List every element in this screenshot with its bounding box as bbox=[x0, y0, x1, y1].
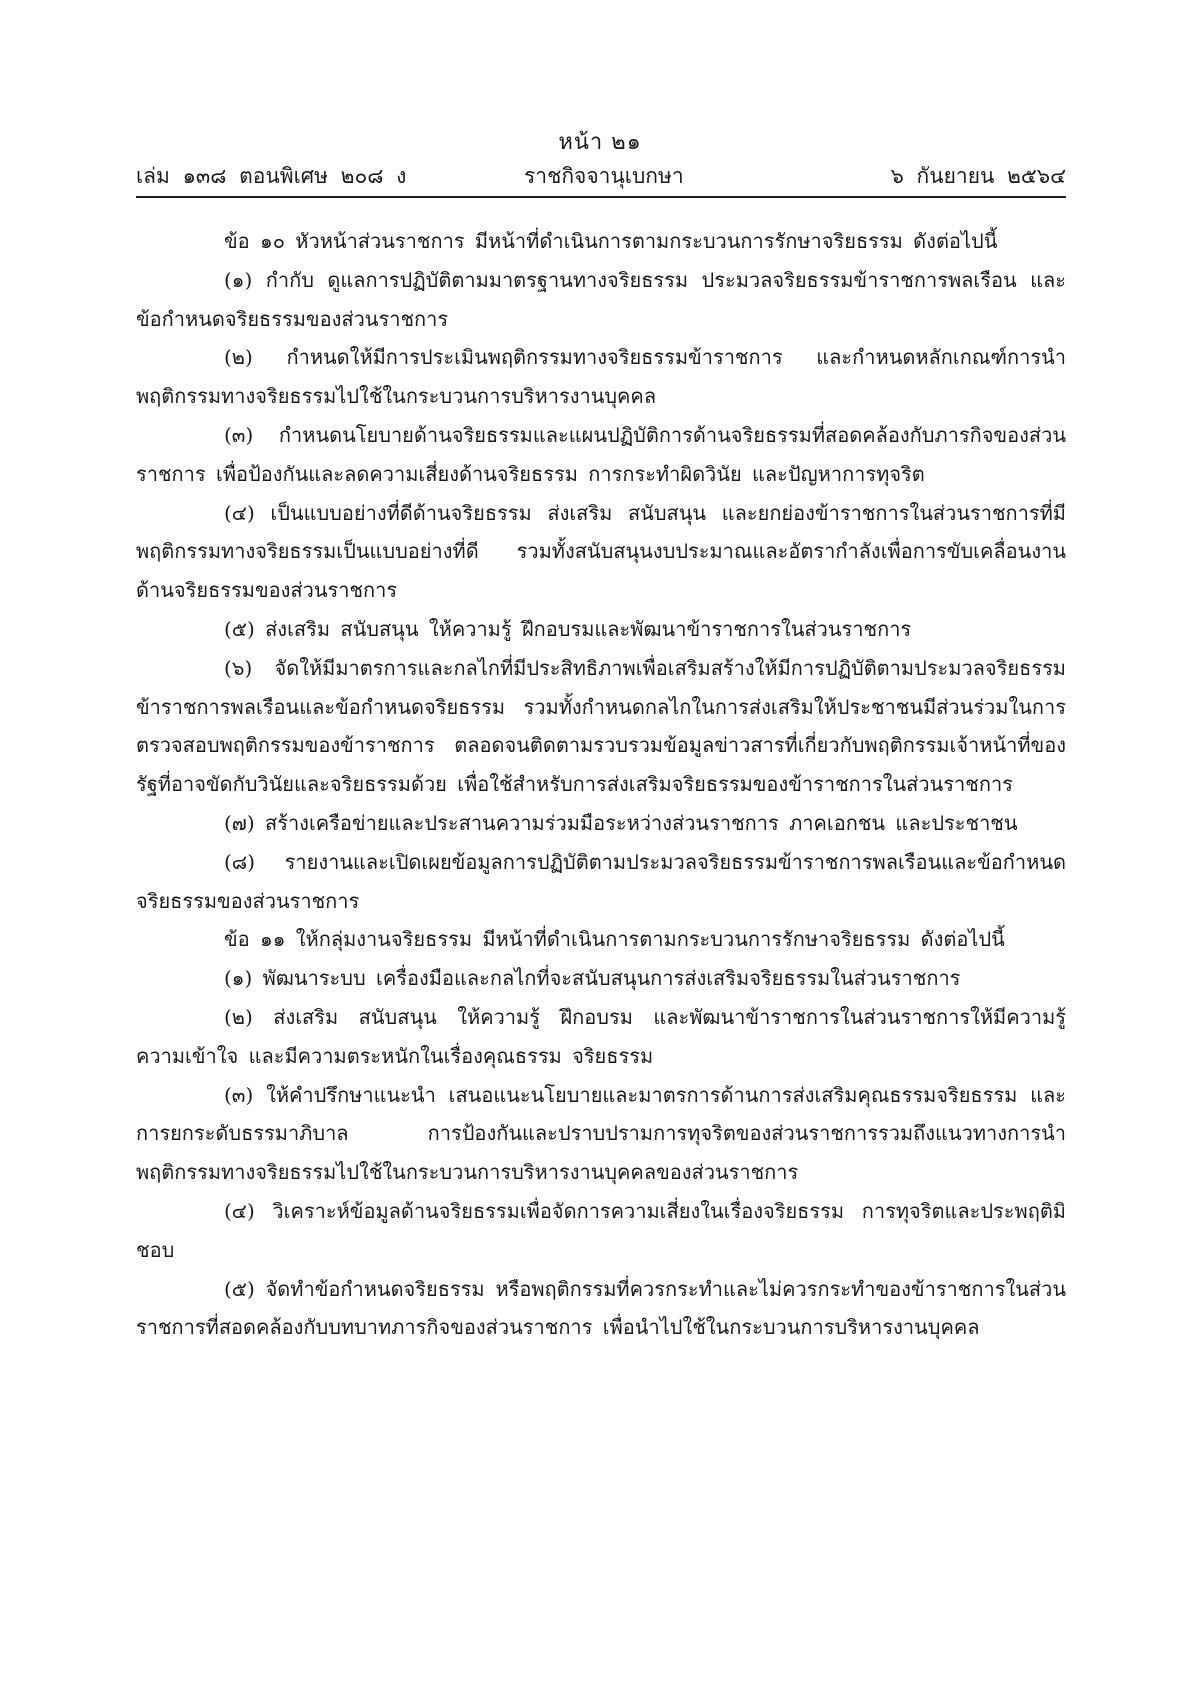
publication-name: ราชกิจจานุเบกษา bbox=[524, 164, 684, 188]
volume-info: เล่ม ๑๓๘ ตอนพิเศษ ๒๐๘ ง bbox=[136, 164, 407, 188]
clause-10-item-3: (๓) กำหนดนโยบายด้านจริยธรรมและแผนปฏิบัติการด้านจริยธรรมที่สอดคล้องกับภารกิจของส่วนราชการ เพื่อป้องกันและลดความเสี่ยงด้านจริยธรรม การกระทำผิดวินัย และปัญหาการทุจริต bbox=[136, 422, 1066, 486]
publication-date: ๖ กันยายน ๒๕๖๔ bbox=[890, 164, 1066, 188]
clause-11-item-3: (๓) ให้คำปรึกษาแนะนำ เสนอแนะนโยบายและมาตรการด้านการส่งเสริมคุณธรรมจริยธรรม และการยกระดับธรรมาภิบาล การป้องกันและปราบปรามการทุจริตของส่วนราชการรวมถึงแนวทางการนำพฤติกรรมทางจริยธรรมไปใช้ในกระบวนการบริหารงานบุคคลของส่วนราชการ bbox=[136, 1082, 1066, 1185]
clause-10-item-1: (๑) กำกับ ดูแลการปฏิบัติตามมาตรฐานทางจริยธรรม ประมวลจริยธรรมข้าราชการพลเรือน และข้อกำหนดจริยธรรมของส่วนราชการ bbox=[136, 267, 1066, 331]
clause-11-item-2: (๒) ส่งเสริม สนับสนุน ให้ความรู้ ฝึกอบรม และพัฒนาข้าราชการในส่วนราชการให้มีความรู้ ความเข้าใจ และมีความตระหนักในเรื่องคุณธรรม จริยธรรม bbox=[136, 1004, 1066, 1068]
clause-10-item-4: (๔) เป็นแบบอย่างที่ดีด้านจริยธรรม ส่งเสริม สนับสนุน และยกย่องข้าราชการในส่วนราชการที่มีพฤติกรรมทางจริยธรรมเป็นแบบอย่างที่ดี รวมทั้งสนับสนุนงบประมาณและอัตรากำลังเพื่อการขับเคลื่อนงานด้านจริยธรรมของส่วนราชการ bbox=[136, 500, 1066, 603]
clause-11-item-1: (๑) พัฒนาระบบ เครื่องมือและกลไกที่จะสนับสนุนการส่งเสริมจริยธรรมในส่วนราชการ bbox=[224, 966, 961, 991]
clause-10-item-7: (๗) สร้างเครือข่ายและประสานความร่วมมือระหว่างส่วนราชการ ภาคเอกชน และประชาชน bbox=[224, 810, 1018, 835]
clause-10-item-2: (๒) กำหนดให้มีการประเมินพฤติกรรมทางจริยธรรมข้าราชการ และกำหนดหลักเกณฑ์การนำพฤติกรรมทางจริยธรรมไปใช้ในกระบวนการบริหารงานบุคคล bbox=[136, 345, 1066, 409]
clause-10-heading: ข้อ ๑๐ หัวหน้าส่วนราชการ มีหน้าที่ดำเนินการตามกระบวนการรักษาจริยธรรม ดังต่อไปนี้ bbox=[224, 229, 998, 253]
header-divider bbox=[136, 196, 1066, 198]
clause-10-item-5: (๕) ส่งเสริม สนับสนุน ให้ความรู้ ฝึกอบรมและพัฒนาข้าราชการในส่วนราชการ bbox=[224, 616, 912, 641]
clause-11-item-5: (๕) จัดทำข้อกำหนดจริยธรรม หรือพฤติกรรมที่ควรกระทำและไม่ควรกระทำของข้าราชการในส่วนราชการที่สอดคล้องกับบทบาทภารกิจของส่วนราชการ เพื่อนำไปใช้ในกระบวนการบริหารงานบุคคล bbox=[136, 1276, 1066, 1340]
clause-11-heading: ข้อ ๑๑ ให้กลุ่มงานจริยธรรม มีหน้าที่ดำเนินการตามกระบวนการรักษาจริยธรรม ดังต่อไปนี้ bbox=[224, 927, 1005, 952]
document-body bbox=[136, 222, 1066, 1347]
clause-11-item-4: (๔) วิเคราะห์ข้อมูลด้านจริยธรรมเพื่อจัดการความเสี่ยงในเรื่องจริยธรรม การทุจริตและประพฤติมิชอบ bbox=[136, 1198, 1066, 1262]
page-number: หน้า ๒๑ bbox=[558, 130, 642, 155]
gazette-header bbox=[136, 160, 1066, 192]
clause-10-item-8: (๘) รายงานและเปิดเผยข้อมูลการปฏิบัติตามประมวลจริยธรรมข้าราชการพลเรือนและข้อกำหนดจริยธรรมของส่วนราชการ bbox=[136, 849, 1066, 913]
clause-10-item-6: (๖) จัดให้มีมาตรการและกลไกที่มีประสิทธิภาพเพื่อเสริมสร้างให้มีการปฏิบัติตามประมวลจริยธรรมข้าราชการพลเรือนและข้อกำหนดจริยธรรม รวมทั้งกำหนดกลไกในการส่งเสริมให้ประชาชนมีส่วนร่วมในการตรวจสอบพฤติกรรมของข้าราชการ ตลอดจนติดตามรวบรวมข้อมูลข่าวสารที่เกี่ยวกับพฤติกรรมเจ้าหน้าที่ของรัฐที่อาจขัดกับวินัยและจริยธรรมด้วย เพื่อใช้สำหรับการส่งเสริมจริยธรรมของข้าราชการในส่วนราชการ bbox=[136, 655, 1066, 797]
